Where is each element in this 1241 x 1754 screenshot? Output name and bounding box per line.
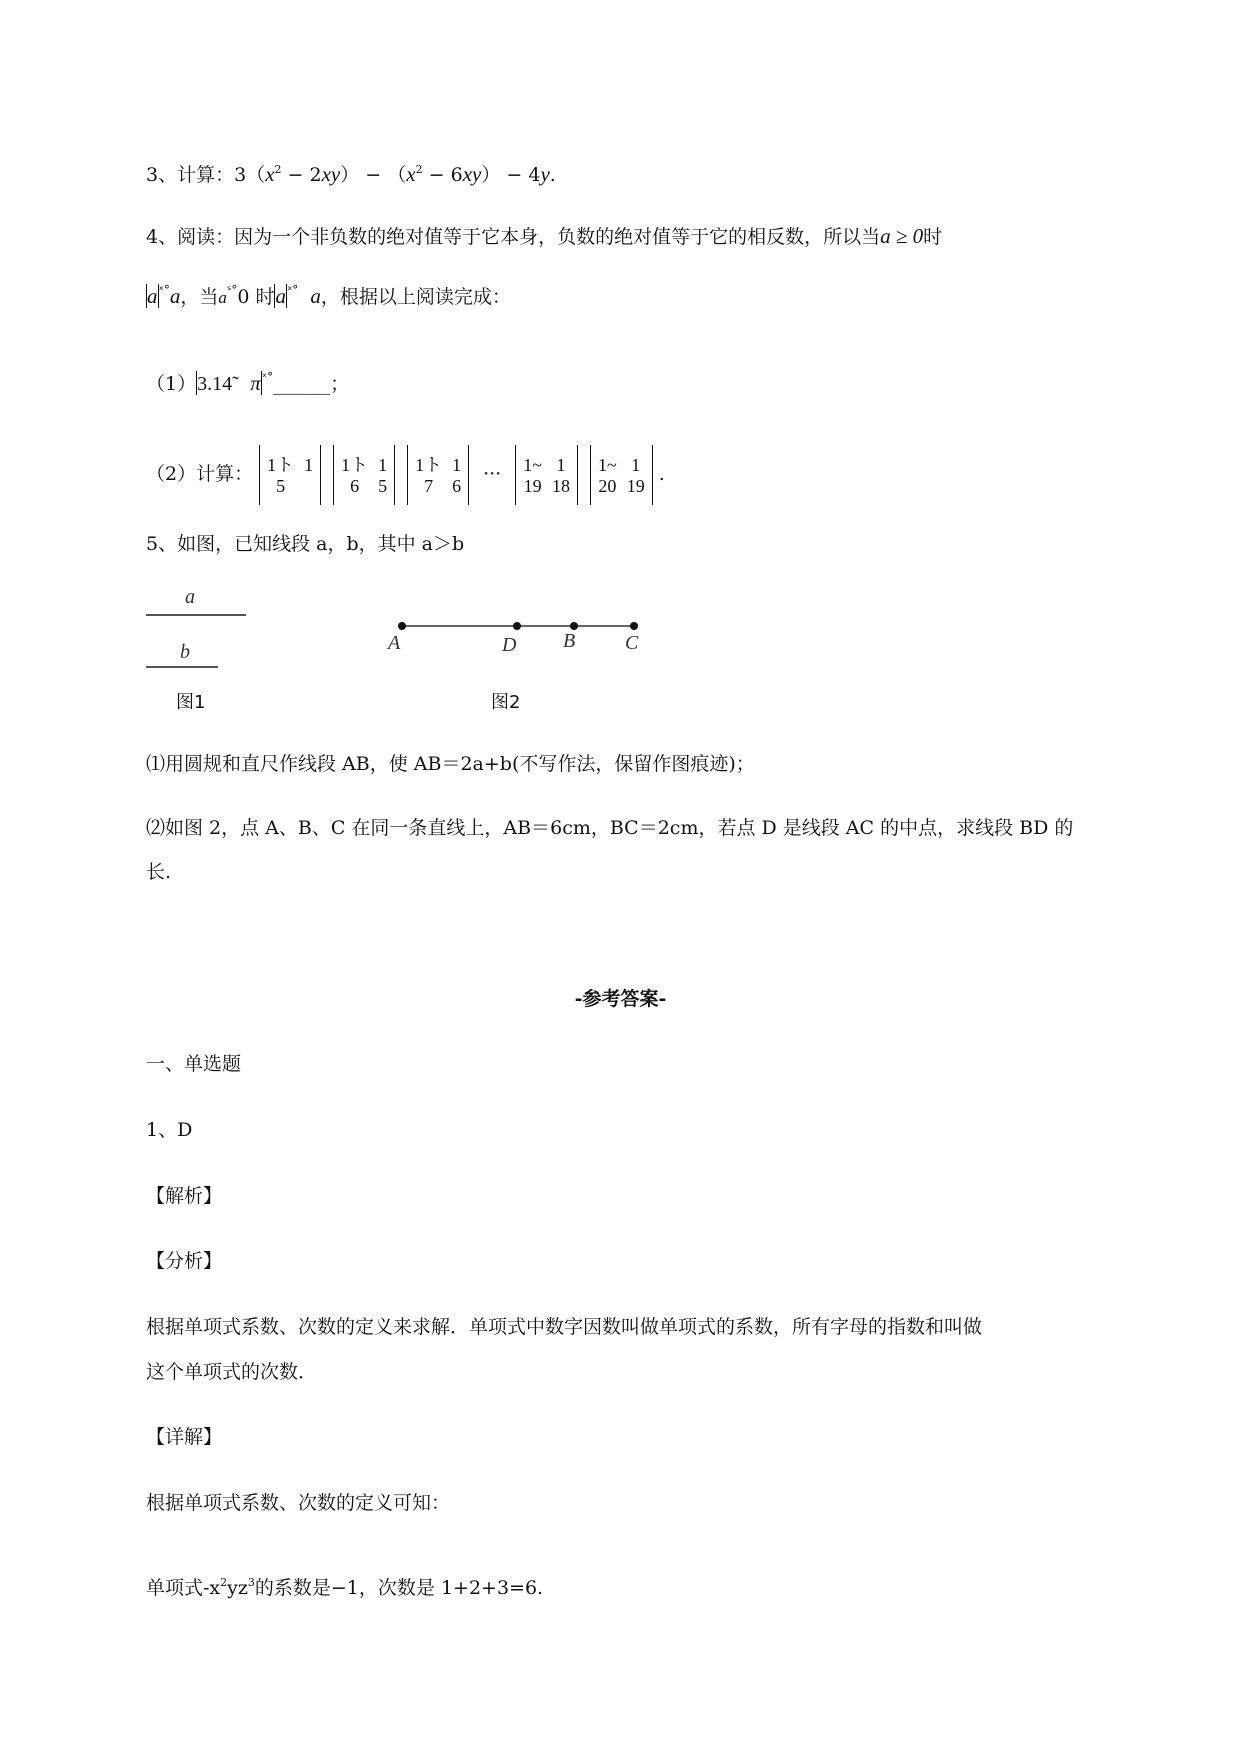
q3-mid2: ） − （ [340,164,407,186]
abs-group-4: 1~ 19 1 18 [515,445,578,505]
q4-text: 4、阅读：因为一个非负数的绝对值等于它本身，负数的绝对值等于它的相反数，所以当 [146,226,881,248]
question-4-part1: （1）3.14̃ $\pi^{ˣ^\circ}\_\_\_\_\_\_$； [146,370,350,395]
q3-exp1: 2 [274,163,282,176]
q3-x2: x [406,162,416,186]
q3-y: y [540,162,550,186]
figure-1-caption: 图1 [176,692,206,713]
q4-when: 时 [923,226,943,248]
q3-end: . [549,164,556,186]
q3-xy1: xy [321,162,341,186]
q3-xy2: xy [462,162,482,186]
q3-mid1: − 2 [281,164,322,186]
q3-prefix: 3、计算：3（ [146,164,266,186]
analysis-line2: 这个单项式的次数． [146,1361,318,1383]
q3-mid4: ） − 4 [481,164,541,186]
answers-heading: -参考答案- [574,988,667,1010]
question-4-line1 [146,222,942,251]
q3-x1: x [265,162,275,186]
pi: π [250,371,261,395]
question-5-part2-line2: 长. [146,861,172,883]
figure-2 [390,610,650,640]
abs-a: a [147,284,158,308]
section-title: 一、单选题 [146,1053,242,1075]
label-xiangjie: 【详解】 [146,1426,223,1448]
q4-condition: a ≥ 0 [880,224,924,248]
q3-mid3: − 6 [422,164,463,186]
q3-exp2: 2 [415,163,423,176]
abs-result: a [169,284,181,308]
q4-line2-end: ，根据以上阅读完成： [320,286,511,308]
analysis-line1: 根据单项式系数、次数的定义来求解．单项式中数字因数叫做单项式的系数，所有字母的指数和叫做 [146,1316,983,1338]
point-c-label: C [625,632,639,654]
label-fenxi: 【分析】 [146,1250,223,1272]
detail-line1: 根据单项式系数、次数的定义可知： [146,1492,451,1514]
point-b-label: B [563,630,576,652]
q4-when2: ，当 [180,286,219,308]
abs-group-2: 1ト 6 1 5 [333,445,395,505]
abs-group-3: 1ト 7 1 6 [407,445,469,505]
point-a-label: A [388,632,401,654]
figure-2-caption: 图2 [491,692,521,713]
zero-when: 0 时 [237,286,275,308]
question-4-line2: $a^{ˣ^\circ}a$，当$a^{ˢ^\circ}0$ 时$a^{ˣ^\circ}$ a，根据以上阅读完成： [147,283,511,308]
neg-a: a [310,284,321,308]
point-d-label: D [502,634,517,656]
question-5-part1: ⑴用圆规和直尺作线段 AB，使 AB＝2a+b(不写作法，保留作图痕迹)； [146,753,755,775]
garbled-symbol: ˣ° [158,283,170,297]
abs-group-5: 1~ 20 1 19 [590,445,653,505]
figure-1 [140,585,260,675]
abs-group-1: 1ト 5 1 [259,445,321,505]
question-5-title: 5、如图，已知线段 a，b，其中 a＞b [146,533,465,555]
answer-item-1: 1、D [146,1119,193,1141]
a-var: a [218,288,227,307]
detail-line2: 单项式$-x^2yz^3$的系数是−1，次数是 1+2+3=6. [146,1576,544,1599]
label-jiexi: 【解析】 [146,1185,223,1207]
segment-a-label: a [185,586,195,608]
question-3 [146,156,556,189]
segment-b-label: b [180,641,190,663]
ellipsis: ··· [483,463,502,485]
question-4-part2: （2）计算： 1ト 5 1 1ト 6 1 5 1ト 7 1 6 ··· 1~ 19 1 18 1~ 20 1 19 . [146,445,665,505]
question-5-part2-line1: ⑵如图 2，点 A、B、C 在同一条直线上，AB＝6cm，BC＝2cm，若点 D 是线段 AC 的中点，求线段 BD 的 [146,817,1074,839]
answer-blank: ______； [273,373,350,395]
